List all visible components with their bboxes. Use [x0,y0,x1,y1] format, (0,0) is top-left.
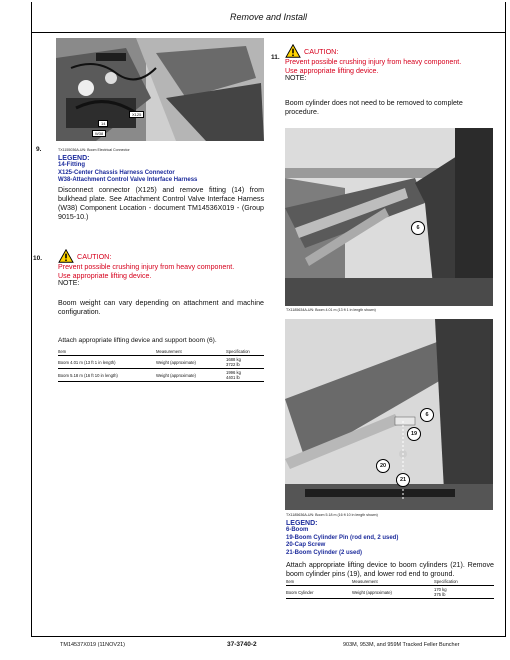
photo-boom-long [285,319,493,510]
step-10-note-text: Boom weight can vary depending on attachment and machine configuration. [58,299,264,316]
figure-caption-2: TX1185634A-UN: Boom 4.01 m (13 ft 1 in length shown) [286,308,376,312]
step-9-instruction: Disconnect connector (X125) and remove fitting (14) from bulkhead plate. See Attachment Control Valve Interface Harness (W38) Component Location - document TM14536X019 - (Group 9015-10.) [58,186,264,221]
table-cell [226,356,264,369]
table-cell: Boom Cylinder [286,586,352,599]
legend-item: 20-Cap Screw [286,542,326,548]
footer-machine-models: 903M, 953M, and 959M Tracked Feller Buncher [343,642,460,648]
table-cell: Weight (approximate) [156,356,226,369]
step-9-number: 9. [36,146,42,153]
callout-19: 19 [407,427,421,441]
callout-20: 20 [376,459,390,473]
figure-caption-1: TX1155036A-UN: Boom Electrical Connector [58,148,130,152]
warning-triangle-icon [285,44,301,58]
warning-text: Prevent possible crushing injury from heavy component. [58,263,235,271]
figure-boom-electrical-connector [56,38,264,141]
photo-boom-short [285,128,493,306]
step-10-number: 10. [33,255,43,262]
page-title: Remove and Install [229,12,308,22]
spec-metric: 1996 kg [226,370,241,375]
column-header: Item [286,579,352,586]
table-cell: Weight (approximate) [156,369,226,382]
note-label: NOTE: [58,280,80,288]
legend-item: 21-Boom Cylinder (2 used) [286,549,363,556]
figure-boom-4-01m [285,128,493,306]
table-cell: Boom 5.18 m (16 ft 10 in length) [58,369,156,382]
spec-imperial: 375 lb [434,592,446,597]
warning-text: Prevent possible crushing injury from heavy component. [285,58,462,66]
label-w38: W38 [92,130,106,137]
column-header: Measurement [156,349,226,356]
legend-item: 6-Boom [286,527,309,533]
caution-label: CAUTION: [304,46,339,56]
table-row [58,356,264,369]
table-cell [226,369,264,382]
caution-label: CAUTION: [77,251,112,261]
spec-imperial: 3722 lb [226,362,240,367]
legend-title: LEGEND: [286,520,318,527]
legend-item: X125-Center Chassis Harness Connector [58,169,175,176]
callout-6: 6 [420,408,434,422]
column-header: Specification [226,349,264,356]
step-11-caution [285,44,497,84]
figure-boom-5-18m [285,319,493,510]
photo-electrical-connector [56,38,264,141]
table-cell: Boom 4.01 m (13 ft 1 in length) [58,356,156,369]
step-9-legend [58,155,268,185]
footer-doc-id: TM14537X019 (11NOV21) [60,642,126,648]
label-x125: X125 [129,111,144,118]
table-row [58,369,264,382]
column-header: Specification [434,579,494,586]
boom-weight-table [58,349,264,382]
table-cell: Weight (approximate) [352,586,434,599]
spec-imperial: 4401 lb [226,375,240,380]
step-11-number: 11. [271,54,280,61]
callout-21: 21 [396,473,410,487]
legend-item: 14-Fitting [58,162,85,168]
table-row [286,586,494,599]
figure-caption-3: TX1185636A-UN: Boom 5.18 m (16 ft 10 in length shown) [286,513,378,517]
warning-text: Use appropriate lifting device. [285,66,379,75]
column-header: Item [58,349,156,356]
warning-text: Use appropriate lifting device. [58,271,152,280]
spec-metric: 1688 kg [226,357,241,362]
label-14: 14 [98,120,108,127]
step-10-caution [58,249,270,289]
step-11-note-text: Boom cylinder does not need to be removed to complete procedure. [285,99,463,116]
step-11-legend [286,520,496,557]
step-11-instruction: Attach appropriate lifting device to boom cylinders (21). Remove boom cylinder pins (19), and lower rod end to ground. [286,561,494,578]
legend-title: LEGEND: [58,155,90,162]
table-cell [434,586,494,599]
spec-metric: 170 kg [434,587,447,592]
column-header: Measurement [352,579,434,586]
footer-page-number: 37-3740-2 [227,641,257,648]
step-10-instruction: Attach appropriate lifting device and support boom (6). [58,337,217,344]
legend-item: W38-Attachment Control Valve Interface Harness [58,177,198,183]
callout-6: 6 [411,221,425,235]
warning-triangle-icon [58,249,74,263]
boom-cylinder-weight-table [286,579,494,599]
note-label: NOTE: [285,75,307,83]
legend-item: 19-Boom Cylinder Pin (rod end, 2 used) [286,534,399,541]
